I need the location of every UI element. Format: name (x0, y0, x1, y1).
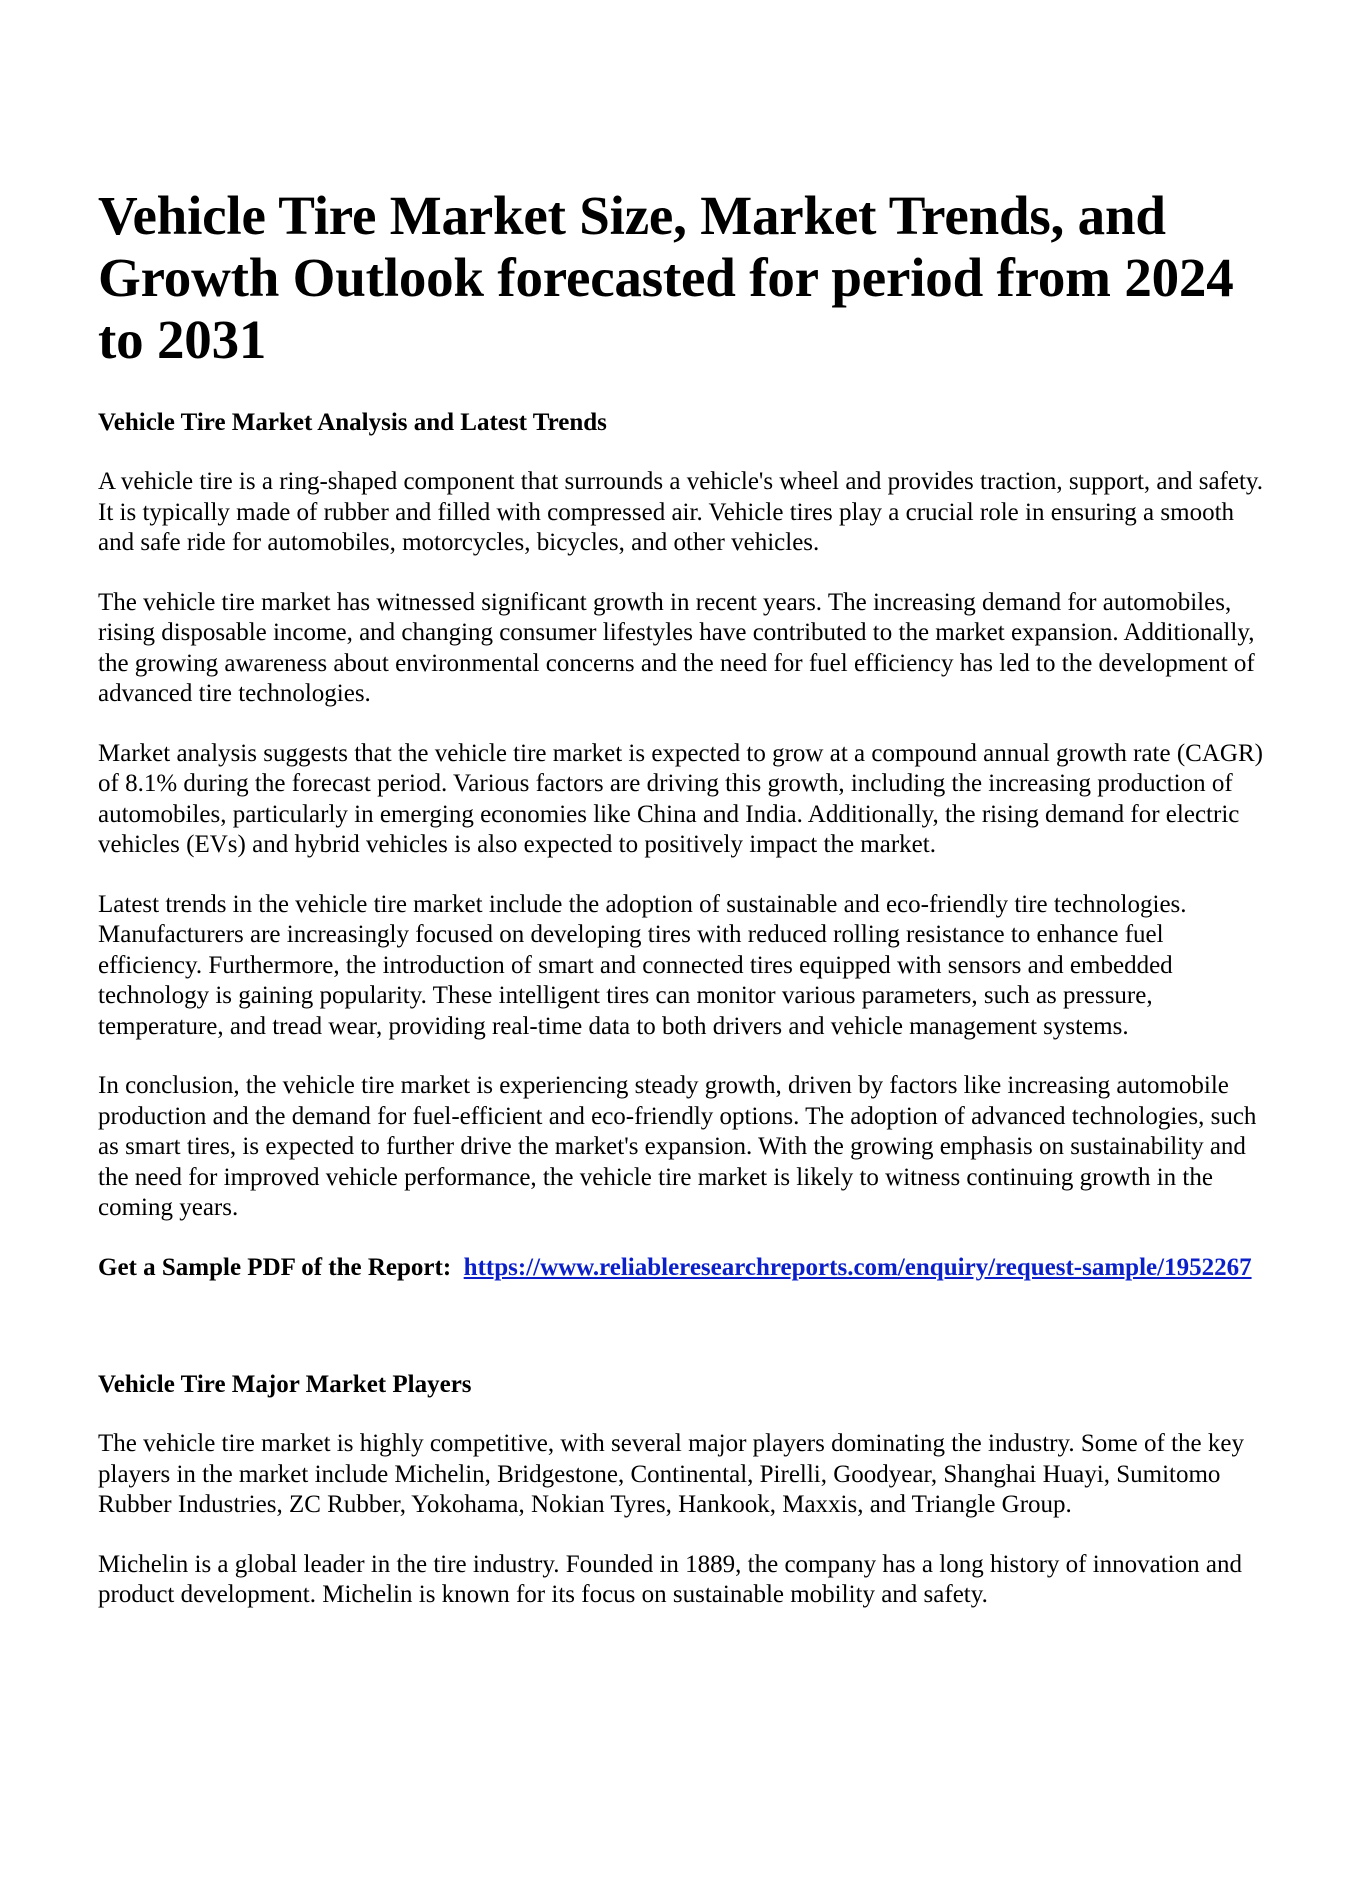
section-heading-players: Vehicle Tire Major Market Players (98, 1371, 472, 1398)
document-page (98, 185, 1268, 1611)
page-title: Vehicle Tire Market Size, Market Trends, and Growth Outlook forecasted for period from 2024 to 2031 (98, 185, 1234, 370)
paragraph-cagr: Market analysis suggests that the vehicle tire market is expected to grow at a compound annual growth rate (CAGR) of 8.1% during the forecast period. Various factors are driving this growth, including the increasing production of automobiles, particularly in emerging economies like China and India. Additionally, the rising demand for electric vehicles (EVs) and hybrid vehicles is also expected to positively impact the market. (98, 739, 1263, 858)
paragraph-growth: The vehicle tire market has witnessed significant growth in recent years. The increasing demand for automobiles, rising disposable income, and changing consumer lifestyles have contributed to the market expansion. Additionally, the growing awareness about environmental concerns and the need for fuel efficiency has led to the development of advanced tire technologies. (98, 588, 1255, 707)
sample-pdf-line (98, 1253, 1268, 1284)
section-heading-analysis: Vehicle Tire Market Analysis and Latest Trends (98, 409, 607, 436)
sample-pdf-label: Get a Sample PDF of the Report: (98, 1253, 452, 1281)
sample-pdf-link[interactable]: https://www.reliableresearchreports.com/enquiry/request-sample/1952267 (463, 1253, 1252, 1281)
paragraph-definition: A vehicle tire is a ring-shaped component that surrounds a vehicle's wheel and provides traction, support, and safety. It is typically made of rubber and filled with compressed air. Vehicle tires play a crucial role in ensuring a smooth and safe ride for automobiles, motorcycles, bicycles, and other vehicles. (98, 468, 1264, 556)
paragraph-michelin: Michelin is a global leader in the tire industry. Founded in 1889, the company has a long history of innovation and product development. Michelin is known for its focus on sustainable mobility and safety. (98, 1550, 1242, 1608)
paragraph-players: The vehicle tire market is highly competitive, with several major players dominating the industry. Some of the key players in the market include Michelin, Bridgestone, Continental, Pirelli, Goodyear, Shanghai Huayi, Sumitomo Rubber Industries, ZC Rubber, Yokohama, Nokian Tyres, Hankook, Maxxis, and Triangle Group. (98, 1430, 1244, 1518)
paragraph-conclusion: In conclusion, the vehicle tire market is experiencing steady growth, driven by factors like increasing automobile production and the demand for fuel-efficient and eco-friendly options. The adoption of advanced technologies, such as smart tires, is expected to further drive the market's expansion. With the growing emphasis on sustainability and the need for improved vehicle performance, the vehicle tire market is likely to witness continuing growth in the coming years. (98, 1072, 1257, 1221)
paragraph-trends: Latest trends in the vehicle tire market include the adoption of sustainable and eco-friendly tire technologies. Manufacturers are increasingly focused on developing tires with reduced rolling resistance to enhance fuel efficiency. Furthermore, the introduction of smart and connected tires equipped with sensors and embedded technology is gaining popularity. These intelligent tires can monitor various parameters, such as pressure, temperature, and tread wear, providing real-time data to both drivers and vehicle management systems. (98, 890, 1187, 1040)
